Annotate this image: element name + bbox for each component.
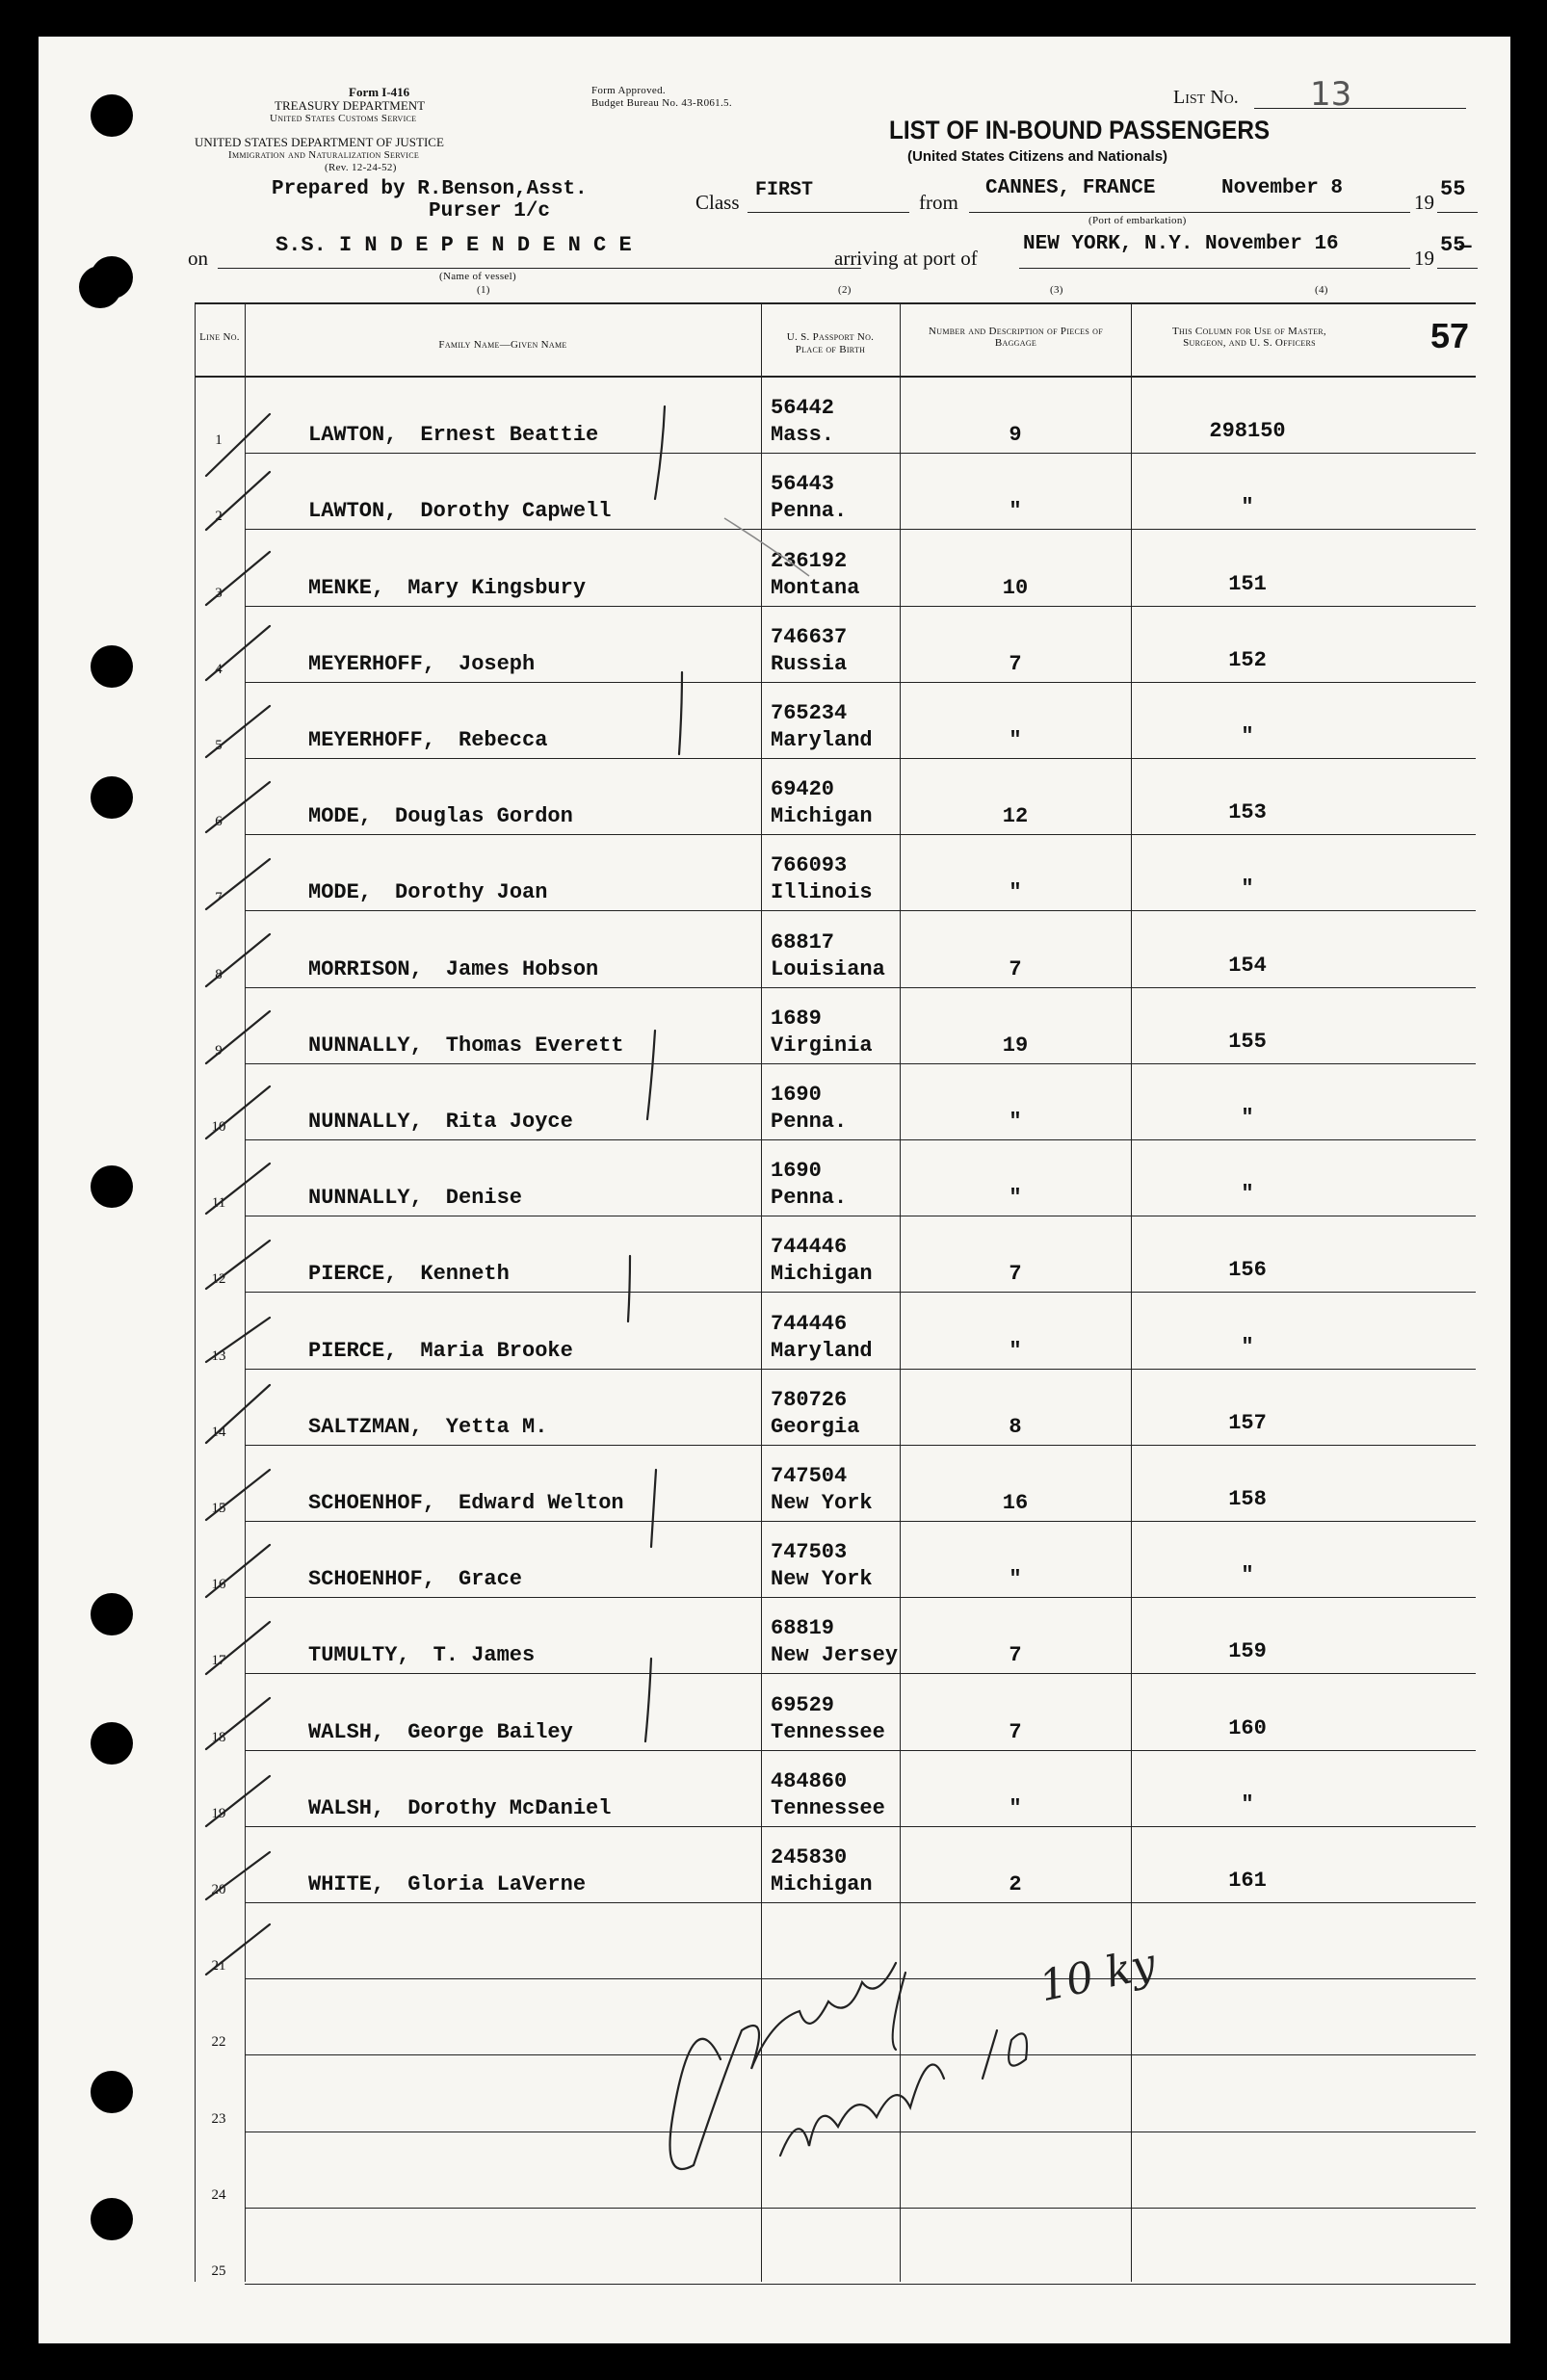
family-name: MEYERHOFF, — [308, 727, 436, 752]
column-number-3: (3) — [1050, 284, 1063, 296]
line-number: 10 — [211, 1118, 226, 1135]
family-name: TUMULTY, — [308, 1643, 410, 1668]
from-label: from — [919, 191, 958, 214]
officer-entry: 153 — [1228, 800, 1267, 825]
line-number: 5 — [215, 737, 223, 753]
line-number: 15 — [211, 1500, 226, 1516]
page-mark: 57 — [1430, 316, 1470, 355]
passport-number: 766093 — [771, 853, 848, 878]
ins-service: Immigration and Naturalization Service — [228, 149, 420, 161]
given-name: Edward Welton — [459, 1490, 624, 1515]
place-of-birth: Virginia — [771, 1033, 873, 1058]
passport-number: 744446 — [771, 1235, 848, 1260]
family-name: PIERCE, — [308, 1262, 398, 1287]
family-name: MENKE, — [308, 575, 385, 600]
passport-number: 68819 — [771, 1616, 835, 1641]
class-value: FIRST — [755, 179, 814, 201]
place-of-birth: Tennessee — [771, 1719, 885, 1744]
passport-number: 747504 — [771, 1463, 848, 1488]
col-header-passport: U. S. Passport No. Place of Birth — [786, 331, 875, 355]
line-number: 1 — [215, 432, 223, 449]
family-name: MORRISON, — [308, 956, 423, 981]
form-approved: Form Approved. — [591, 85, 666, 96]
col-header-name: Family Name—Given Name — [438, 339, 567, 351]
officer-entry: " — [1241, 1105, 1254, 1130]
line-number: 11 — [211, 1195, 226, 1212]
column-number-4: (4) — [1315, 284, 1328, 296]
officer-entry: 161 — [1228, 1868, 1267, 1893]
line-number: 25 — [211, 2262, 226, 2279]
arrival-year: 55̶ — [1440, 233, 1466, 257]
given-name: Thomas Everett — [445, 1033, 624, 1058]
handwritten-note: 10 ky — [1035, 1939, 1161, 2012]
family-name: LAWTON, — [308, 423, 398, 448]
col-header-officers: This Column for Use of Master, Surgeon, and U. S. Officers — [1172, 326, 1326, 349]
line-number: 20 — [211, 1881, 226, 1897]
officer-entry: 156 — [1228, 1258, 1267, 1283]
passport-number: 747503 — [771, 1540, 848, 1565]
place-of-birth: Penna. — [771, 499, 848, 524]
given-name: Dorothy Joan — [395, 880, 548, 905]
line-number: 18 — [211, 1729, 226, 1745]
given-name: Denise — [445, 1186, 523, 1211]
baggage-count: 2 — [1009, 1871, 1022, 1896]
line-number: 3 — [215, 585, 223, 601]
officer-entry: 158 — [1228, 1486, 1267, 1511]
place-of-birth: Michigan — [771, 1871, 873, 1896]
place-of-birth: Michigan — [771, 1262, 873, 1287]
vessel-name: S.S. I N D E P E N D E N C E — [275, 233, 632, 257]
baggage-count: " — [1009, 1186, 1022, 1211]
place-of-birth: Michigan — [771, 804, 873, 829]
passport-number: 484860 — [771, 1768, 848, 1793]
page-title: LIST OF IN-BOUND PASSENGERS — [889, 116, 1271, 144]
baggage-count: " — [1009, 1795, 1022, 1820]
place-of-birth: Maryland — [771, 727, 873, 752]
officer-entry: 298150 — [1209, 419, 1286, 444]
baggage-count: " — [1009, 1567, 1022, 1592]
family-name: LAWTON, — [308, 499, 398, 524]
line-number: 13 — [211, 1347, 226, 1364]
place-of-birth: New York — [771, 1567, 873, 1592]
given-name: Kenneth — [420, 1262, 510, 1287]
officer-entry: " — [1241, 1563, 1254, 1588]
baggage-count: 8 — [1009, 1414, 1022, 1439]
place-of-birth: Penna. — [771, 1109, 848, 1134]
class-label: Class — [695, 191, 740, 214]
baggage-count: 7 — [1009, 1643, 1022, 1668]
given-name: Gloria LaVerne — [407, 1871, 587, 1896]
passport-number: 780726 — [771, 1387, 848, 1412]
place-of-birth: Maryland — [771, 1338, 873, 1363]
family-name: WALSH, — [308, 1795, 385, 1820]
handwritten-marks — [39, 37, 1510, 2343]
passport-number: 744446 — [771, 1311, 848, 1336]
justice-dept: UNITED STATES DEPARTMENT OF JUSTICE — [195, 135, 444, 149]
baggage-count: 19 — [1002, 1033, 1029, 1058]
line-number: 4 — [215, 661, 223, 677]
place-of-birth: Montana — [771, 575, 860, 600]
given-name: Grace — [459, 1567, 523, 1592]
place-of-birth: Russia — [771, 651, 848, 676]
pen-strokes — [206, 406, 1027, 2169]
given-name: Dorothy Capwell — [420, 499, 612, 524]
prepared-by-title: Purser 1/c — [429, 200, 551, 222]
officer-entry: 160 — [1228, 1715, 1267, 1740]
family-name: NUNNALLY, — [308, 1186, 423, 1211]
given-name: Mary Kingsbury — [407, 575, 587, 600]
from-year: 55 — [1440, 177, 1466, 201]
arrival-port: NEW YORK, N.Y. November 16 — [1023, 233, 1339, 255]
passport-number: 69529 — [771, 1692, 835, 1717]
arrival-year-prefix: 19 — [1414, 247, 1434, 270]
form-number: Form I-416 — [349, 85, 410, 99]
line-number: 7 — [215, 890, 223, 906]
line-number: 19 — [211, 1805, 226, 1821]
family-name: MEYERHOFF, — [308, 651, 436, 676]
officer-entry: 159 — [1228, 1639, 1267, 1664]
given-name: Yetta M. — [445, 1414, 548, 1439]
baggage-count: 10 — [1002, 575, 1029, 600]
col-header-baggage: Number and Description of Pieces of Baggage — [929, 326, 1103, 349]
place-of-birth: New York — [771, 1490, 873, 1515]
officer-entry: 154 — [1228, 953, 1267, 978]
baggage-count: " — [1009, 880, 1022, 905]
given-name: Rita Joyce — [445, 1109, 573, 1134]
given-name: Maria Brooke — [420, 1338, 573, 1363]
line-number: 16 — [211, 1577, 226, 1593]
arriving-label: arriving at port of — [834, 247, 978, 270]
treasury-dept: TREASURY DEPARTMENT — [275, 98, 426, 113]
list-no-label: List No. — [1173, 87, 1239, 108]
officer-entry: " — [1241, 1182, 1254, 1207]
from-port: CANNES, FRANCE — [985, 177, 1156, 199]
passport-number: 765234 — [771, 700, 848, 725]
passport-number: 69420 — [771, 777, 835, 802]
officer-entry: " — [1241, 1792, 1254, 1817]
passport-number: 68817 — [771, 929, 835, 955]
manifest-page — [39, 37, 1510, 2343]
place-of-birth: Tennessee — [771, 1795, 885, 1820]
passport-number: 245830 — [771, 1844, 848, 1870]
place-of-birth: Illinois — [771, 880, 873, 905]
line-number: 23 — [211, 2110, 226, 2127]
baggage-count: 16 — [1002, 1490, 1029, 1515]
given-name: T. James — [433, 1643, 536, 1668]
list-no-value: 13 — [1310, 75, 1352, 114]
passport-number: 746637 — [771, 624, 848, 649]
line-number: 14 — [211, 1424, 226, 1440]
column-number-1: (1) — [477, 284, 490, 296]
passport-number: 56443 — [771, 472, 835, 497]
baggage-count: 7 — [1009, 651, 1022, 676]
customs-service: United States Customs Service — [270, 113, 417, 124]
family-name: WHITE, — [308, 1871, 385, 1896]
prepared-by: Prepared by R.Benson,Asst. — [272, 178, 588, 200]
revision: (Rev. 12-24-52) — [325, 162, 397, 173]
line-number: 22 — [211, 2034, 226, 2051]
baggage-count: 12 — [1002, 804, 1029, 829]
family-name: SCHOENHOF, — [308, 1567, 436, 1592]
given-name: Joseph — [459, 651, 536, 676]
from-date: November 8 — [1221, 177, 1344, 199]
port-embarkation-caption: (Port of embarkation) — [1088, 215, 1187, 226]
baggage-count: 7 — [1009, 1719, 1022, 1744]
passport-number: 1690 — [771, 1159, 822, 1184]
line-number: 12 — [211, 1271, 226, 1288]
budget-bureau: Budget Bureau No. 43-R061.5. — [591, 97, 732, 109]
place-of-birth: Penna. — [771, 1186, 848, 1211]
passport-number: 1689 — [771, 1006, 822, 1031]
passport-number: 236192 — [771, 548, 848, 573]
given-name: George Bailey — [407, 1719, 573, 1744]
baggage-count: " — [1009, 1109, 1022, 1134]
line-number: 24 — [211, 2186, 226, 2203]
given-name: Rebecca — [459, 727, 548, 752]
family-name: MODE, — [308, 880, 373, 905]
baggage-count: " — [1009, 727, 1022, 752]
line-number: 21 — [211, 1958, 226, 1975]
family-name: WALSH, — [308, 1719, 385, 1744]
officer-entry: " — [1241, 876, 1254, 902]
passport-number: 56442 — [771, 396, 835, 421]
given-name: Dorothy McDaniel — [407, 1795, 612, 1820]
from-year-prefix: 19 — [1414, 191, 1434, 214]
officer-entry: 152 — [1228, 647, 1267, 672]
family-name: MODE, — [308, 804, 373, 829]
baggage-count: 9 — [1009, 423, 1022, 448]
baggage-count: 7 — [1009, 956, 1022, 981]
line-number: 9 — [215, 1042, 223, 1059]
line-number: 2 — [215, 509, 223, 525]
col-header-line: Line No. — [199, 331, 240, 343]
officer-entry: 157 — [1228, 1410, 1267, 1435]
family-name: NUNNALLY, — [308, 1033, 423, 1058]
place-of-birth: Georgia — [771, 1414, 860, 1439]
faint-stamp — [724, 518, 809, 576]
baggage-count: " — [1009, 499, 1022, 524]
place-of-birth: Mass. — [771, 423, 835, 448]
page-subtitle: (United States Citizens and Nationals) — [907, 148, 1168, 165]
family-name: PIERCE, — [308, 1338, 398, 1363]
officer-entry: 155 — [1228, 1029, 1267, 1054]
baggage-count: " — [1009, 1338, 1022, 1363]
line-number: 6 — [215, 814, 223, 830]
passport-number: 1690 — [771, 1082, 822, 1107]
on-label: on — [188, 247, 208, 270]
officer-entry: 151 — [1228, 571, 1267, 596]
given-name: Douglas Gordon — [395, 804, 573, 829]
line-number: 8 — [215, 966, 223, 982]
family-name: SALTZMAN, — [308, 1414, 423, 1439]
place-of-birth: Louisiana — [771, 956, 885, 981]
place-of-birth: New Jersey — [771, 1643, 899, 1668]
given-name: Ernest Beattie — [420, 423, 599, 448]
family-name: NUNNALLY, — [308, 1109, 423, 1134]
column-number-2: (2) — [838, 284, 852, 296]
officer-entry: " — [1241, 495, 1254, 520]
officer-entry: " — [1241, 1334, 1254, 1359]
family-name: SCHOENHOF, — [308, 1490, 436, 1515]
given-name: James Hobson — [445, 956, 599, 981]
officer-entry: " — [1241, 723, 1254, 748]
vessel-caption: (Name of vessel) — [439, 271, 516, 282]
line-number: 17 — [211, 1653, 226, 1669]
baggage-count: 7 — [1009, 1262, 1022, 1287]
